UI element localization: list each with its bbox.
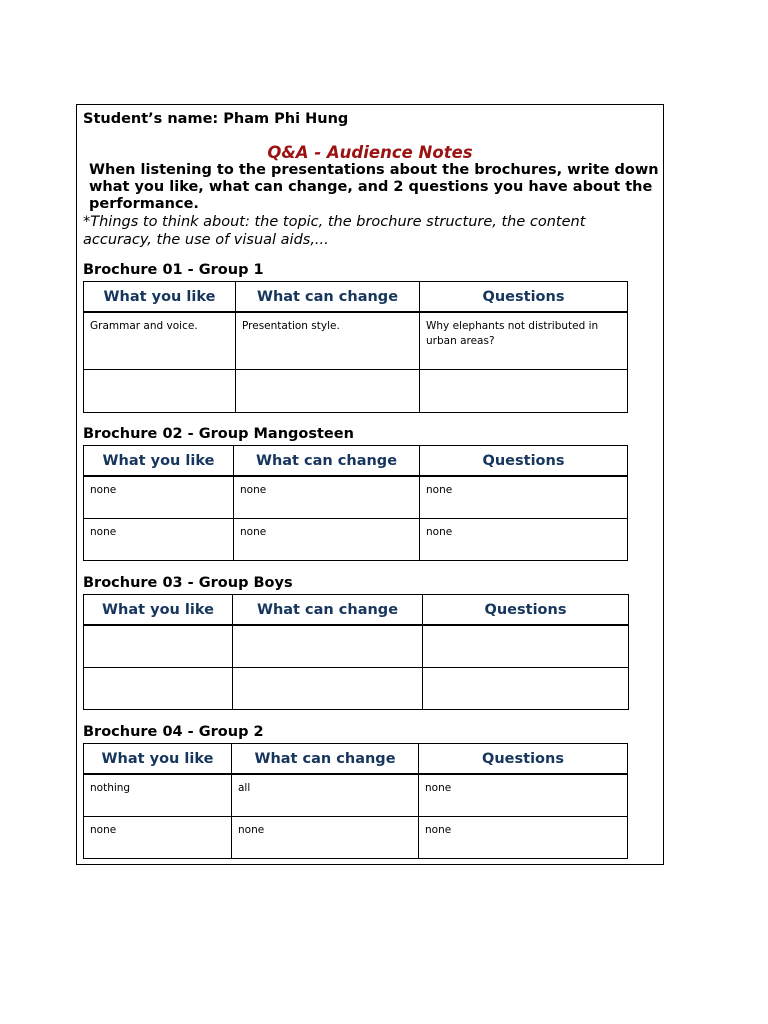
column-what-you-like: What you like	[84, 282, 236, 313]
column-what-you-like: What you like	[84, 446, 234, 477]
table-cell[interactable]	[84, 625, 233, 667]
column-questions: Questions	[423, 595, 629, 626]
table-header-row	[84, 446, 628, 477]
table-cell[interactable]: none	[232, 816, 419, 858]
table-row	[84, 774, 628, 816]
table-cell[interactable]: none	[419, 816, 628, 858]
table-row	[84, 667, 629, 709]
brochure-01-table	[83, 281, 628, 413]
table-cell[interactable]	[420, 369, 628, 412]
column-what-you-like: What you like	[84, 595, 233, 626]
table-cell[interactable]: none	[84, 816, 232, 858]
table-cell[interactable]	[84, 667, 233, 709]
table-row	[84, 518, 628, 560]
table-cell[interactable]: none	[84, 518, 234, 560]
table-cell[interactable]: none	[419, 774, 628, 816]
table-cell[interactable]	[423, 667, 629, 709]
student-name: Student’s name: Pham Phi Hung	[83, 111, 349, 127]
brochure-03-title: Brochure 03 - Group Boys	[83, 575, 293, 591]
column-questions: Questions	[420, 282, 628, 313]
column-what-can-change: What can change	[233, 595, 423, 626]
table-cell[interactable]: none	[234, 476, 420, 518]
table-cell[interactable]: none	[234, 518, 420, 560]
table-cell[interactable]: Why elephants not distributed in urban areas?	[420, 312, 628, 369]
brochure-02-table	[83, 445, 628, 561]
table-row	[84, 816, 628, 858]
page-title: Q&A - Audience Notes	[267, 143, 473, 162]
brochure-02-title: Brochure 02 - Group Mangosteen	[83, 426, 354, 442]
column-what-can-change: What can change	[232, 744, 419, 775]
table-cell[interactable]: none	[420, 476, 628, 518]
brochure-01-title: Brochure 01 - Group 1	[83, 262, 264, 278]
brochure-03-table	[83, 594, 629, 710]
table-cell[interactable]: Grammar and voice.	[84, 312, 236, 369]
brochure-04-title: Brochure 04 - Group 2	[83, 724, 264, 740]
table-row	[84, 476, 628, 518]
table-cell[interactable]: Presentation style.	[236, 312, 420, 369]
table-cell[interactable]	[233, 667, 423, 709]
table-cell[interactable]: all	[232, 774, 419, 816]
table-cell[interactable]	[423, 625, 629, 667]
table-header-row	[84, 744, 628, 775]
column-what-can-change: What can change	[234, 446, 420, 477]
hint-text: *Things to think about: the topic, the brochure structure, the content accuracy, the use of visual aids,...	[83, 214, 586, 248]
column-what-can-change: What can change	[236, 282, 420, 313]
table-cell[interactable]	[84, 369, 236, 412]
column-what-you-like: What you like	[84, 744, 232, 775]
table-row	[84, 312, 628, 369]
column-questions: Questions	[420, 446, 628, 477]
table-row	[84, 625, 629, 667]
table-cell[interactable]	[236, 369, 420, 412]
instructions-text: When listening to the presentations about the brochures, write down what you like, what can change, and 2 questions you have about the performance.	[89, 162, 659, 212]
column-questions: Questions	[419, 744, 628, 775]
table-cell[interactable]: none	[84, 476, 234, 518]
table-row	[84, 369, 628, 412]
brochure-04-table	[83, 743, 628, 859]
table-cell[interactable]	[233, 625, 423, 667]
table-header-row	[84, 595, 629, 626]
table-cell[interactable]: nothing	[84, 774, 232, 816]
table-header-row	[84, 282, 628, 313]
table-cell[interactable]: none	[420, 518, 628, 560]
